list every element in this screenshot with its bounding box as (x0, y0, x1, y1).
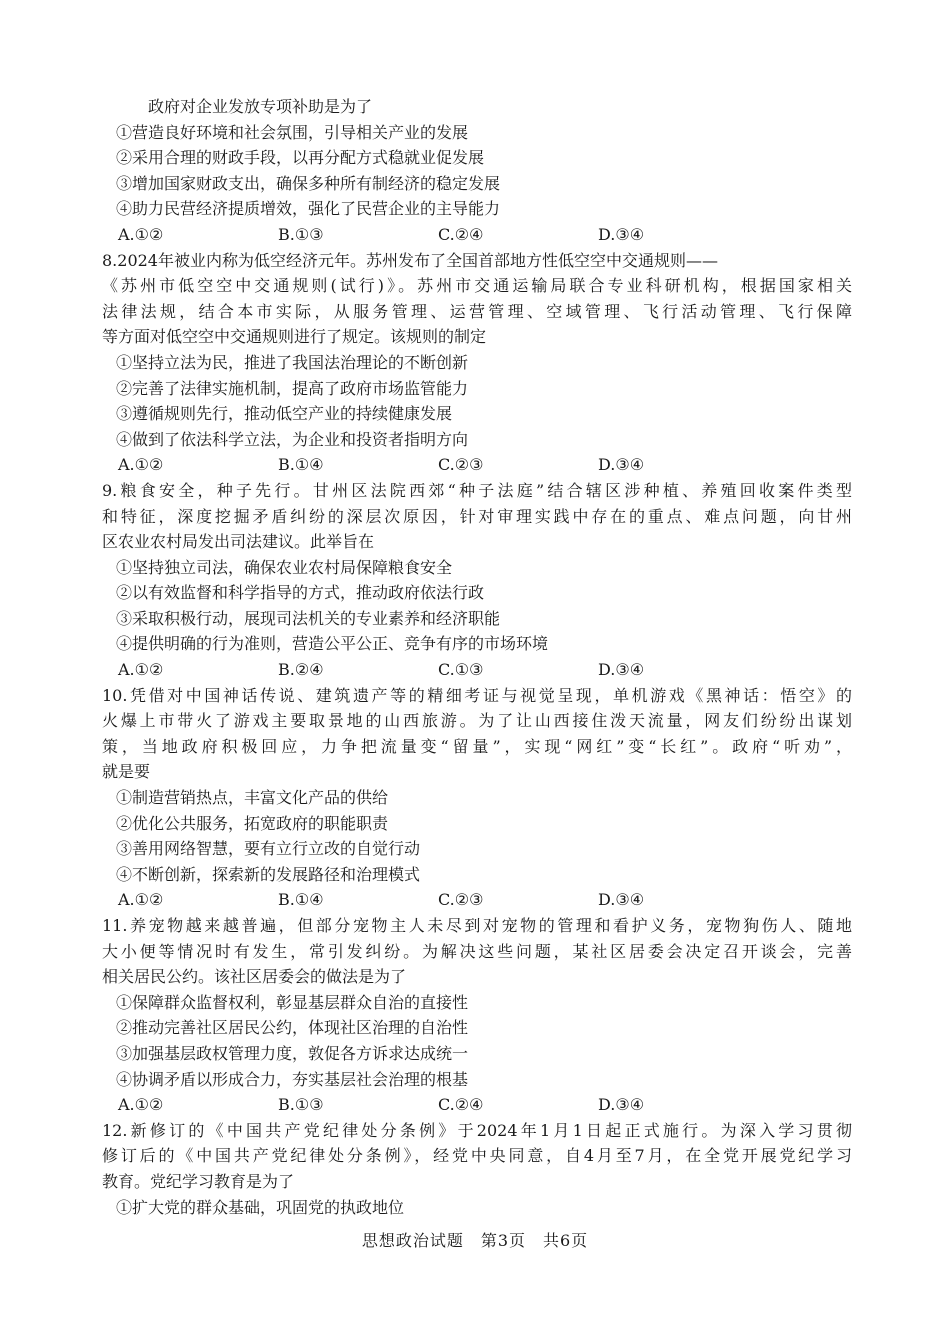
q9-option-3: ③采取积极行动，展现司法机关的专业素养和经济职能 (116, 608, 501, 628)
q10-stem-line-3: 策，当地政府积极回应，力争把流量变“留量”，实现“网红”变“长红”。政府“听劝”， (102, 736, 852, 756)
q8-choice-b: B.①④ (278, 455, 324, 475)
q9-option-4: ④提供明确的行为准则，营造公平公正、竞争有序的市场环境 (116, 634, 549, 654)
q10-choices (102, 887, 852, 913)
q7-option-3: ③增加国家财政支出，确保多种所有制经济的稳定发展 (116, 173, 501, 193)
q9-option-1: ①坚持独立司法，确保农业农村局保障粮食安全 (116, 557, 453, 577)
q7-choice-d: D.③④ (598, 224, 645, 244)
q11-choice-c: C.②④ (438, 1095, 484, 1115)
q8-choice-a: A.①② (118, 455, 164, 475)
q8-choices (102, 452, 852, 478)
q10-option-4: ④不断创新，探索新的发展路径和治理模式 (116, 864, 421, 884)
q9-choice-c: C.①③ (438, 660, 484, 680)
q8-option-2: ②完善了法律实施机制，提高了政府市场监管能力 (116, 378, 469, 398)
q10-choice-d: D.③④ (598, 890, 645, 910)
q9-stem-line-2: 和特征，深度挖掘矛盾纠纷的深层次原因，针对审理实践中存在的重点、难点问题，向甘州 (102, 506, 852, 526)
question-7-intro: 政府对企业发放专项补助是为了 (148, 97, 373, 116)
q10-choice-c: C.②③ (438, 890, 484, 910)
q8-stem-line-1: 8.2024年被业内称为低空经济元年。苏州发布了全国首部地方性低空空中交通规则—— (102, 250, 718, 270)
q7-option-2: ②采用合理的财政手段，以再分配方式稳就业促发展 (116, 148, 485, 168)
q7-choice-a: A.①② (118, 224, 164, 244)
q11-choice-d: D.③④ (598, 1095, 645, 1115)
page-footer: 思想政治试题 第3页 共6页 (361, 1231, 589, 1250)
q10-option-2: ②优化公共服务，拓宽政府的职能职责 (116, 813, 389, 833)
q11-choice-a: A.①② (118, 1095, 164, 1115)
q8-choice-d: D.③④ (598, 455, 645, 475)
q9-stem-line-3: 区农业农村局发出司法建议。此举旨在 (102, 532, 375, 552)
q11-choice-b: B.①③ (278, 1095, 324, 1115)
q11-option-3: ③加强基层政权管理力度，敦促各方诉求达成统一 (116, 1043, 469, 1063)
q8-option-4: ④做到了依法科学立法，为企业和投资者指明方向 (116, 429, 469, 449)
q10-choice-b: B.①④ (278, 890, 324, 910)
q10-stem-line-1: 10.凭借对中国神话传说、建筑遗产等的精细考证与视觉呈现，单机游戏《黑神话：悟空》的 (102, 685, 852, 705)
q9-choice-d: D.③④ (598, 660, 645, 680)
q12-stem-line-2: 修订后的《中国共产党纪律处分条例》，经党中央同意，自4月至7月，在全党开展党纪学习 (102, 1146, 852, 1166)
q10-option-1: ①制造营销热点，丰富文化产品的供给 (116, 788, 389, 808)
q8-stem-line-3: 法律法规，结合本市实际，从服务管理、运营管理、空域管理、飞行活动管理、飞行保障 (102, 301, 852, 321)
q12-option-1: ①扩大党的群众基础，巩固党的执政地位 (116, 1197, 405, 1217)
q7-choice-b: B.①③ (278, 224, 324, 244)
q7-choice-c: C.②④ (438, 224, 484, 244)
q11-choices (102, 1092, 852, 1118)
q12-stem-line-3: 教育。党纪学习教育是为了 (102, 1171, 295, 1191)
q11-stem-line-3: 相关居民公约。该社区居委会的做法是为了 (102, 967, 407, 987)
q9-choice-b: B.②④ (278, 660, 324, 680)
q8-option-1: ①坚持立法为民，推进了我国法治理论的不断创新 (116, 352, 469, 372)
q11-option-2: ②推动完善社区居民公约，体现社区治理的自治性 (116, 1018, 469, 1038)
q9-stem-line-1: 9.粮食安全，种子先行。甘州区法院西郊“种子法庭”结合辖区涉种植、养殖回收案件类型 (102, 480, 852, 500)
q11-stem-line-2: 大小便等情况时有发生，常引发纠纷。为解决这些问题，某社区居委会决定召开谈会，完善 (102, 941, 852, 961)
q8-stem-line-2: 《苏州市低空空中交通规则(试行)》。苏州市交通运输局联合专业科研机构，根据国家相关 (102, 276, 852, 296)
q11-stem-line-1: 11.养宠物越来越普遍，但部分宠物主人未尽到对宠物的管理和看护义务，宠物狗伤人、随地 (102, 916, 852, 935)
q8-option-3: ③遵循规则先行，推动低空产业的持续健康发展 (116, 404, 453, 424)
q9-choice-a: A.①② (118, 660, 164, 680)
q11-option-1: ①保障群众监督权利，彰显基层群众自治的直接性 (116, 992, 469, 1012)
q11-option-4: ④协调矛盾以形成合力，夯实基层社会治理的根基 (116, 1069, 469, 1089)
q12-stem-line-1: 12.新修订的《中国共产党纪律处分条例》于2024年1月1日起正式施行。为深入学习贯彻 (102, 1120, 852, 1140)
q10-choice-a: A.①② (118, 890, 164, 910)
q7-option-4: ④助力民营经济提质增效，强化了民营企业的主导能力 (116, 199, 501, 219)
q10-stem-line-4: 就是要 (102, 762, 151, 782)
q8-choice-c: C.②③ (438, 455, 484, 475)
q9-choices (102, 657, 852, 683)
q8-stem-line-4: 等方面对低空空中交通规则进行了规定。该规则的制定 (102, 327, 487, 347)
q7-choices (102, 222, 852, 248)
q9-option-2: ②以有效监督和科学指导的方式，推动政府依法行政 (116, 583, 485, 603)
exam-content (102, 94, 852, 1220)
q7-option-1: ①营造良好环境和社会氛围，引导相关产业的发展 (116, 122, 469, 142)
q10-option-3: ③善用网络智慧，要有立行立改的自觉行动 (116, 839, 421, 859)
q10-stem-line-2: 火爆上市带火了游戏主要取景地的山西旅游。为了让山西接住泼天流量，网友们纷纷出谋划 (102, 711, 852, 731)
